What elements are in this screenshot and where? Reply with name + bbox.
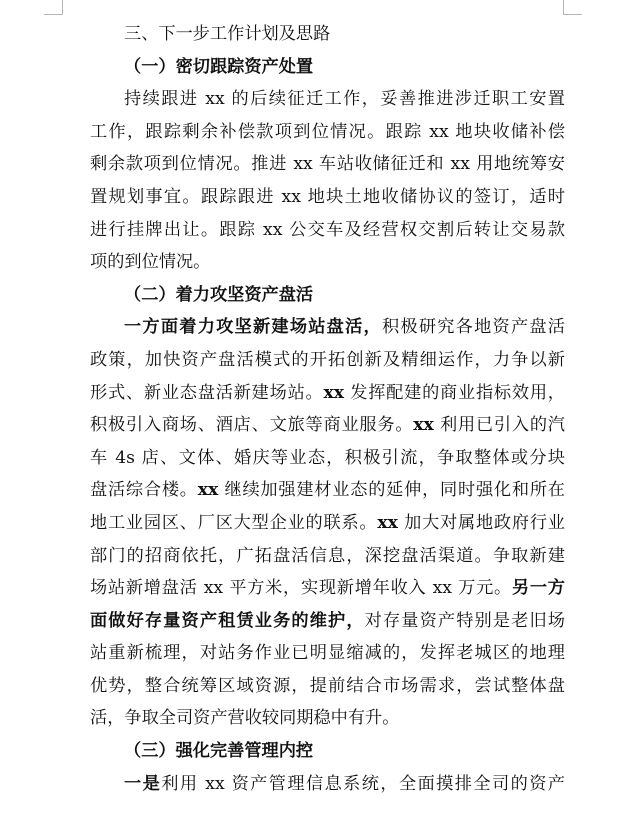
- paragraph-line: 工作，跟踪剩余补偿款项到位情况。跟踪 xx 地块收储补偿: [90, 121, 565, 142]
- text-run: 一方面着力攻坚新建场站盘活，: [124, 317, 382, 338]
- text-run: xx: [377, 512, 398, 533]
- paragraph-line: [90, 344, 565, 377]
- text-run: 利用已引入的汽: [433, 415, 565, 436]
- paragraph-line: [90, 605, 565, 638]
- text-run: xx: [323, 382, 344, 403]
- subheading-asset-disposal: （一）密切跟踪资产处置: [124, 56, 314, 77]
- text-run: xx: [197, 480, 219, 501]
- paragraph-line: [90, 540, 565, 573]
- text-run: 车 4s 店、文体、婚庆等业态，积极引流，争取整体或分块: [90, 447, 565, 468]
- paragraph-line: [90, 670, 565, 703]
- text-run: 对存量资产特别是老旧场: [364, 610, 565, 631]
- text-run: 积极研究各地资产盘活: [381, 317, 565, 338]
- text-run: 站重新梳理，对站务作业已明显缩减的，发挥老城区的地理: [90, 643, 565, 664]
- page-corner-mark-right: [563, 0, 582, 15]
- text-run: 形式、新业态盘活新建场站。: [90, 382, 324, 403]
- subheading-management-control: （三）强化完善管理内控: [124, 741, 314, 762]
- text-run: 继续加强建材业态的延伸，同时强化和所在: [218, 480, 565, 501]
- text-run: 盘活综合楼。: [90, 480, 198, 501]
- text-run: 场站新增盘活 xx 平方米，实现新增年收入 xx 万元。: [90, 578, 512, 599]
- text-run: 积极引入商场、酒店、文旅等商业服务。: [90, 415, 414, 436]
- paragraph-line: [90, 572, 565, 605]
- paragraph-line: [90, 311, 565, 344]
- document-body: [90, 18, 565, 800]
- paragraph-line: 项的到位情况。: [90, 252, 211, 273]
- paragraph-line: 持续跟进 xx 的后续征迁工作，妥善推进涉迁职工安置: [124, 89, 565, 110]
- text-run: 另一方: [511, 578, 565, 599]
- paragraph-line: [90, 377, 565, 410]
- paragraph-asset-revitalization: [90, 311, 565, 735]
- paragraph-line: [90, 507, 565, 540]
- paragraph-line: [90, 474, 565, 507]
- paragraph-line: [90, 702, 565, 735]
- paragraph-line: [90, 637, 565, 670]
- paragraph-line: [90, 768, 565, 801]
- section-heading: 三、下一步工作计划及思路: [124, 24, 331, 44]
- text-run: 活，争取全司资产营收较同期稳中有升。: [90, 708, 400, 729]
- text-run: 加大对属地政府行业: [397, 512, 565, 533]
- paragraph-line: 置规划事宜。跟踪跟进 xx 地块土地收储协议的签订，适时: [90, 186, 565, 207]
- text-run: 利用 xx 资产管理信息系统，全面摸排全司的资产: [161, 773, 565, 794]
- text-run: 部门的招商依托，广拓盘活信息，深挖盘活渠道。争取新建: [90, 545, 565, 566]
- text-run: 优势，整合统筹区域资源，提前结合市场需求，尝试整体盘: [90, 675, 565, 696]
- subheading-asset-revitalization: （二）着力攻坚资产盘活: [124, 284, 314, 305]
- text-run: 一是: [124, 773, 162, 794]
- paragraph-management-control: [90, 768, 565, 801]
- text-run: 地工业园区、厂区大型企业的联系。: [90, 512, 378, 533]
- paragraph-line: [90, 442, 565, 475]
- paragraph-line: 进行挂牌出让。跟踪 xx 公交车及经营权交割后转让交易款: [90, 219, 565, 240]
- text-run: 发挥配建的商业指标效用，: [344, 382, 565, 403]
- text-run: xx: [413, 415, 434, 436]
- paragraph-line: 剩余款项到位情况。推进 xx 车站收储征迁和 xx 用地统筹安: [90, 154, 565, 175]
- paragraph-line: [90, 409, 565, 442]
- page-corner-mark-left: [44, 0, 63, 15]
- text-run: 面做好存量资产租赁业务的维护，: [90, 610, 365, 631]
- paragraph-asset-disposal: [90, 83, 565, 279]
- text-run: 政策，加快资产盘活模式的开拓创新及精细运作，力争以新: [90, 349, 565, 370]
